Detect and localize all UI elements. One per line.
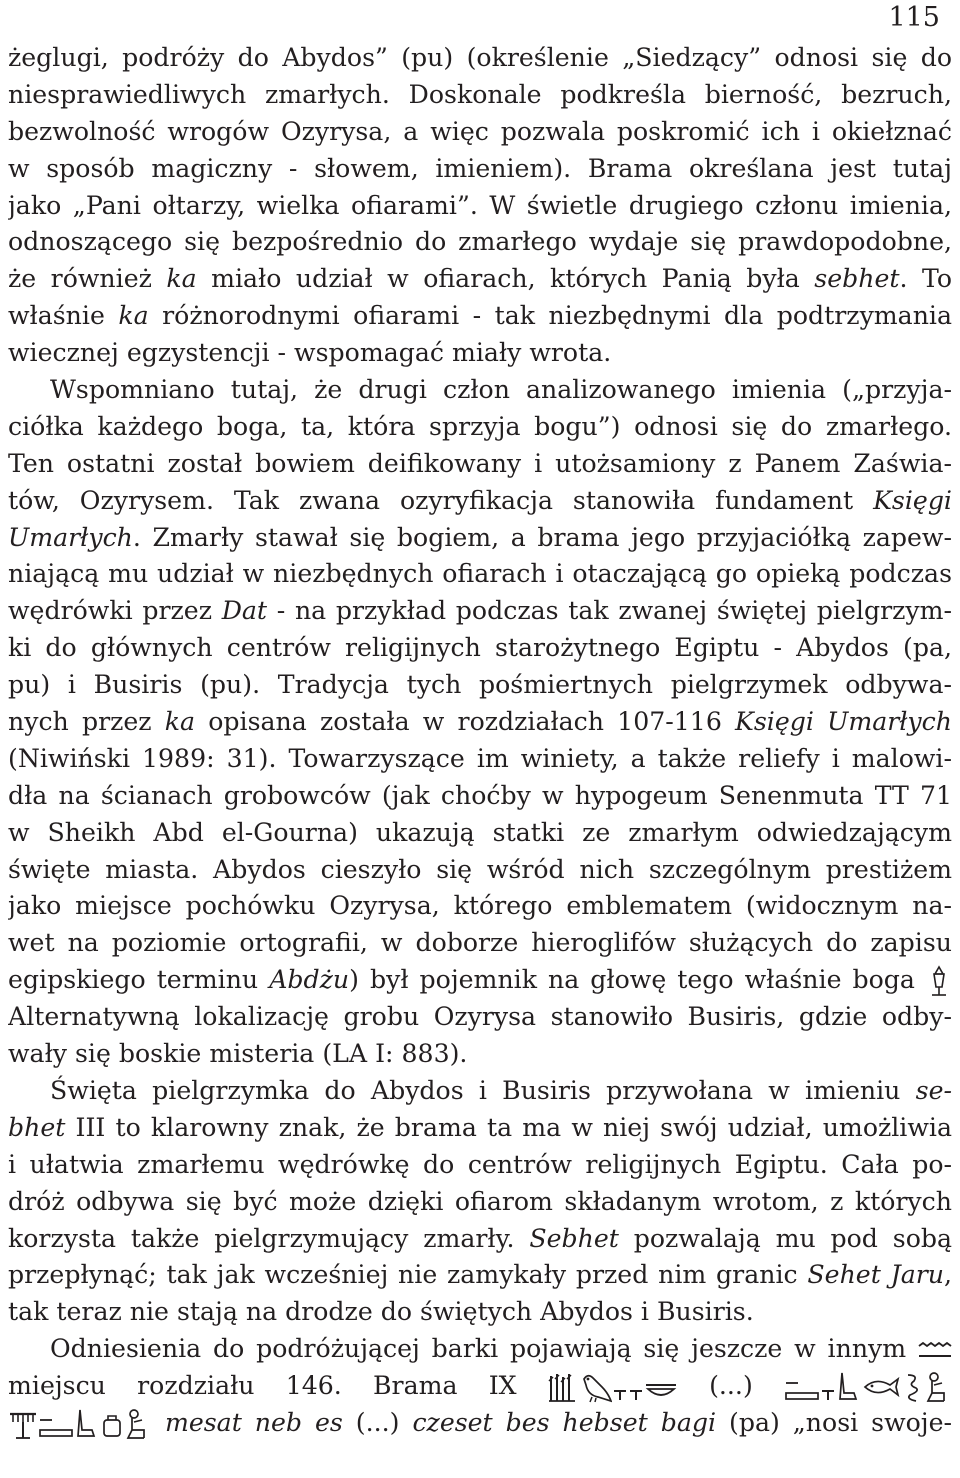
text-block <box>8 40 952 1442</box>
text-segment: wędrówki przez <box>8 596 222 626</box>
hieroglyph-bird-icon <box>578 1371 612 1403</box>
hieroglyph-seated-icon <box>124 1408 152 1440</box>
text-line <box>8 298 952 335</box>
text-line <box>8 630 952 667</box>
text-segment: żeglugi, podróży do Abydos” (pu) (określenie „Siedzący” odnosi się do <box>8 43 952 72</box>
text-segment: korzysta także pielgrzymujący zmarły. <box>8 1223 530 1253</box>
text-segment: dła na ścianach grobowców (jak choćby w hypogeum Senenmuta TT 71 <box>8 780 952 810</box>
text-line <box>8 1147 952 1184</box>
text-line <box>8 1110 952 1147</box>
text-segment: miało udział w ofiarach, których Panią była <box>196 264 815 294</box>
text-line <box>8 556 952 593</box>
text-line <box>8 741 952 778</box>
text-line <box>8 372 952 409</box>
text-segment: ) był pojemnik na głowę tego właśnie boga <box>349 965 926 995</box>
text-line <box>8 1294 952 1331</box>
text-segment: wały się boskie misteria (LA I: 883). <box>8 1039 468 1069</box>
text-line <box>8 40 952 77</box>
text-segment: w sposób magiczny - słowem, imieniem). Brama określana jest tutaj <box>8 153 952 183</box>
text-segment: bezwolność wrogów Ozyrysa, a więc pozwala poskromić ich i okiełznać <box>8 116 952 146</box>
text-line <box>8 815 952 852</box>
italic-term: czeset bes hebset bagi <box>412 1407 717 1437</box>
text-line <box>8 1368 952 1405</box>
hieroglyph-small-bar-icon <box>628 1371 644 1403</box>
italic-term: bhet <box>8 1112 66 1142</box>
text-line <box>8 778 952 815</box>
text-segment: . To <box>899 264 952 294</box>
text-segment: odnoszącego się bezpośrednio do zmarłego wydaje się prawdopodobne, <box>8 227 952 257</box>
text-segment: Ten ostatni został bowiem deifikowany i utożsamiony z Panem Zaświa- <box>8 448 952 478</box>
text-line <box>8 962 952 999</box>
text-line <box>8 409 952 446</box>
text-segment: niesprawiedliwych zmarłych. Doskonale podkreśla bierność, bezruch, <box>8 79 952 109</box>
italic-term: Umarłych <box>8 522 133 552</box>
text-segment: różnorodnymi ofiarami - tak niezbędnymi dla podtrzymania <box>148 301 952 331</box>
text-segment: dróż odbywa się być może dzięki ofiarom składanym wrotom, z których <box>8 1186 952 1216</box>
text-line <box>8 483 952 520</box>
text-line <box>8 151 952 188</box>
text-segment: (...) <box>677 1371 785 1401</box>
text-line <box>8 1036 952 1073</box>
text-segment: wet na poziomie ortografii, w doborze hieroglifów służących do zapisu <box>8 928 952 958</box>
text-segment: i ułatwia zmarłemu wędrówkę do centrów religijnych Egiptu. Cała po- <box>8 1149 952 1179</box>
italic-term: se- <box>915 1075 952 1105</box>
hieroglyph-small-bar-icon <box>612 1371 628 1403</box>
italic-term: Sehet Jaru <box>807 1260 944 1290</box>
text-segment: właśnie <box>8 301 119 331</box>
italic-term: Dat <box>221 596 268 626</box>
hieroglyph-flat-icon <box>38 1408 74 1440</box>
text-segment: (Niwiński 1989: 31). Towarzyszące im winiety, a także reliefy i malowi- <box>8 743 952 773</box>
text-segment: wiecznej egzystencji - wspomagać miały wrota. <box>8 338 612 368</box>
text-line <box>8 999 952 1036</box>
text-segment: . Zmarły stawał się bogiem, a brama jego przyjaciółką zapew- <box>132 522 952 552</box>
italic-term: ka <box>118 301 149 331</box>
hieroglyph-leg-icon <box>74 1408 100 1440</box>
italic-term: ka <box>164 707 196 737</box>
text-line <box>8 261 952 298</box>
italic-term: Księgi Umarłych <box>735 707 952 737</box>
hieroglyph-small-bar-icon <box>820 1371 836 1403</box>
hieroglyph-coil-icon <box>902 1371 924 1403</box>
italic-term: ka <box>166 264 197 294</box>
text-line <box>8 335 952 372</box>
text-line <box>8 852 952 889</box>
italic-term: sebhet <box>814 264 900 294</box>
text-segment: (pa) „nosi swoje- <box>716 1407 952 1437</box>
text-line <box>8 1257 952 1294</box>
text-line <box>8 1331 952 1368</box>
text-segment: Odniesienia do podróżującej barki pojawiają się jeszcze w innym <box>50 1334 918 1364</box>
text-segment: pu) i Busiris (pu). Tradycja tych pośmiertnych pielgrzymek odbywa- <box>8 670 952 700</box>
text-segment: w Sheikh Abd el-Gourna) ukazują statki ze zmarłym odwiedzającym <box>8 817 952 847</box>
text-segment: ciółka każdego boga, ta, która sprzyja bogu”) odnosi się do zmarłego. <box>8 411 952 441</box>
text-segment: ki do głównych centrów religijnych starożytnego Egiptu - Abydos (pa, <box>8 633 952 663</box>
hieroglyph-flat-icon <box>784 1371 820 1403</box>
text-segment: Wspomniano tutaj, że drugi człon analizowanego imienia („przyja- <box>50 375 952 405</box>
text-segment: niającą mu udział w niezbędnych ofiarach i otaczającą go opieką podczas <box>8 559 952 589</box>
hieroglyph-fish-icon <box>862 1371 902 1403</box>
page-number: 115 <box>888 2 940 33</box>
hieroglyph-tree-icon <box>8 1408 38 1440</box>
italic-term: Abdżu <box>269 965 350 995</box>
text-line <box>8 888 952 925</box>
text-segment: Święta pielgrzymka do Abydos i Busiris przywołana w imieniu <box>50 1075 916 1105</box>
italic-term: mesat neb es <box>152 1407 343 1437</box>
text-segment: miejscu rozdziału 146. Brama IX <box>8 1371 548 1401</box>
text-segment: że również <box>8 264 167 294</box>
hieroglyph-basket-icon <box>644 1371 678 1403</box>
text-line <box>8 188 952 225</box>
hieroglyph-leg-icon <box>836 1371 862 1403</box>
hieroglyph-reliquary-icon <box>926 965 952 997</box>
text-segment: (...) <box>342 1407 413 1437</box>
text-line <box>8 704 952 741</box>
text-line <box>8 1073 952 1110</box>
text-segment: , <box>943 1260 952 1290</box>
text-segment: święte miasta. Abydos cieszyło się wśród nich szczególnym prestiżem <box>8 854 952 884</box>
text-line <box>8 1221 952 1258</box>
hieroglyph-water-icon <box>918 1338 952 1362</box>
hieroglyph-seated-icon <box>924 1371 952 1403</box>
text-line <box>8 224 952 261</box>
text-segment: egipskiego terminu <box>8 965 270 995</box>
hieroglyph-reed-pair-icon <box>548 1371 578 1403</box>
text-segment: pozwalają mu pod sobą <box>618 1223 952 1253</box>
italic-term: Księgi <box>873 485 952 515</box>
hieroglyph-pot-icon <box>100 1408 124 1440</box>
text-segment: tak teraz nie stają na drodze do świętych Abydos i Busiris. <box>8 1297 754 1327</box>
text-line <box>8 114 952 151</box>
text-line <box>8 1405 952 1442</box>
text-segment: jako miejsce pochówku Ozyrysa, którego emblematem (widocznym na- <box>8 891 952 921</box>
text-line <box>8 520 952 557</box>
italic-term: Sebhet <box>529 1223 619 1253</box>
text-line <box>8 77 952 114</box>
text-segment: przepłynąć; tak jak wcześniej nie zamykały przed nim granic <box>8 1260 808 1290</box>
text-segment: jako „Pani ołtarzy, wielka ofiarami”. W świetle drugiego członu imienia, <box>8 190 952 220</box>
text-segment: III to klarowny znak, że brama ta ma w niej swój udział, umożliwia <box>65 1112 952 1142</box>
text-segment: Alternatywną lokalizację grobu Ozyrysa stanowiło Busiris, gdzie odby- <box>8 1002 952 1032</box>
text-segment: opisana została w rozdziałach 107-116 <box>195 707 736 737</box>
text-line <box>8 925 952 962</box>
text-segment: nych przez <box>8 707 165 737</box>
text-segment: - na przykład podczas tak zwanej świętej pielgrzym- <box>267 596 952 626</box>
text-line <box>8 1184 952 1221</box>
text-line <box>8 446 952 483</box>
text-segment: tów, Ozyrysem. Tak zwana ozyryfikacja stanowiła fundament <box>8 485 874 515</box>
text-line <box>8 667 952 704</box>
text-line <box>8 593 952 630</box>
